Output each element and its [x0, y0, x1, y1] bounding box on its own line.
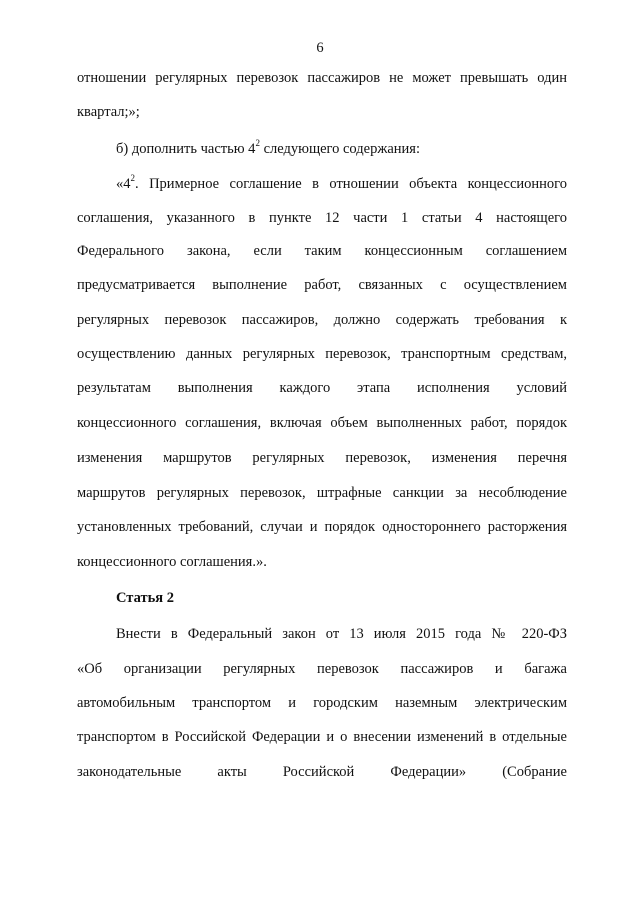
text-line: отношении регулярных перевозок пассажиров не может превышать один	[77, 70, 567, 86]
text-line: Федерального закона, если таким концессионным соглашением	[77, 243, 567, 259]
text-line: маршрутов регулярных перевозок, штрафные санкции за несоблюдение	[77, 485, 567, 501]
text-line: результатам выполнения каждого этапа исполнения условий	[77, 380, 567, 396]
text-line: изменения маршрутов регулярных перевозок, изменения перечня	[77, 450, 567, 466]
article-heading: Статья 2	[116, 590, 174, 606]
page-number: 6	[316, 40, 324, 56]
text-line: осуществлению данных регулярных перевозок, транспортным средствам,	[77, 346, 567, 362]
text-line: Внести в Федеральный закон от 13 июля 2015 года № 220-ФЗ	[116, 626, 567, 642]
text-segment: б) дополнить частью 4	[116, 141, 256, 157]
text-line-quote-start	[116, 175, 567, 193]
text-line: концессионного соглашения, включая объем выполненных работ, порядок	[77, 415, 567, 431]
text-line: автомобильным транспортом и городским наземным электрическим	[77, 695, 567, 711]
text-segment: . Примерное соглашение в отношении объекта концессионного	[135, 176, 567, 192]
text-segment: «4	[116, 176, 131, 192]
text-line: соглашения, указанного в пункте 12 части 1 статьи 4 настоящего	[77, 210, 567, 226]
text-line: «Об организации регулярных перевозок пассажиров и багажа	[77, 661, 567, 677]
text-line: предусматривается выполнение работ, связанных с осуществлением	[77, 277, 567, 293]
text-line: законодательные акты Российской Федерации» (Собрание	[77, 764, 567, 780]
text-line: концессионного соглашения.».	[77, 554, 267, 570]
text-line: квартал;»;	[77, 104, 140, 120]
text-segment: следующего содержания:	[259, 141, 421, 157]
text-line-part-b	[116, 140, 567, 158]
text-line: транспортом в Российской Федерации и о внесении изменений в отдельные	[77, 729, 567, 745]
superscript: 2	[130, 173, 135, 184]
superscript: 2	[255, 138, 260, 149]
text-line: установленных требований, случаи и порядок одностороннего расторжения	[77, 519, 567, 535]
text-line: регулярных перевозок пассажиров, должно содержать требования к	[77, 312, 567, 328]
